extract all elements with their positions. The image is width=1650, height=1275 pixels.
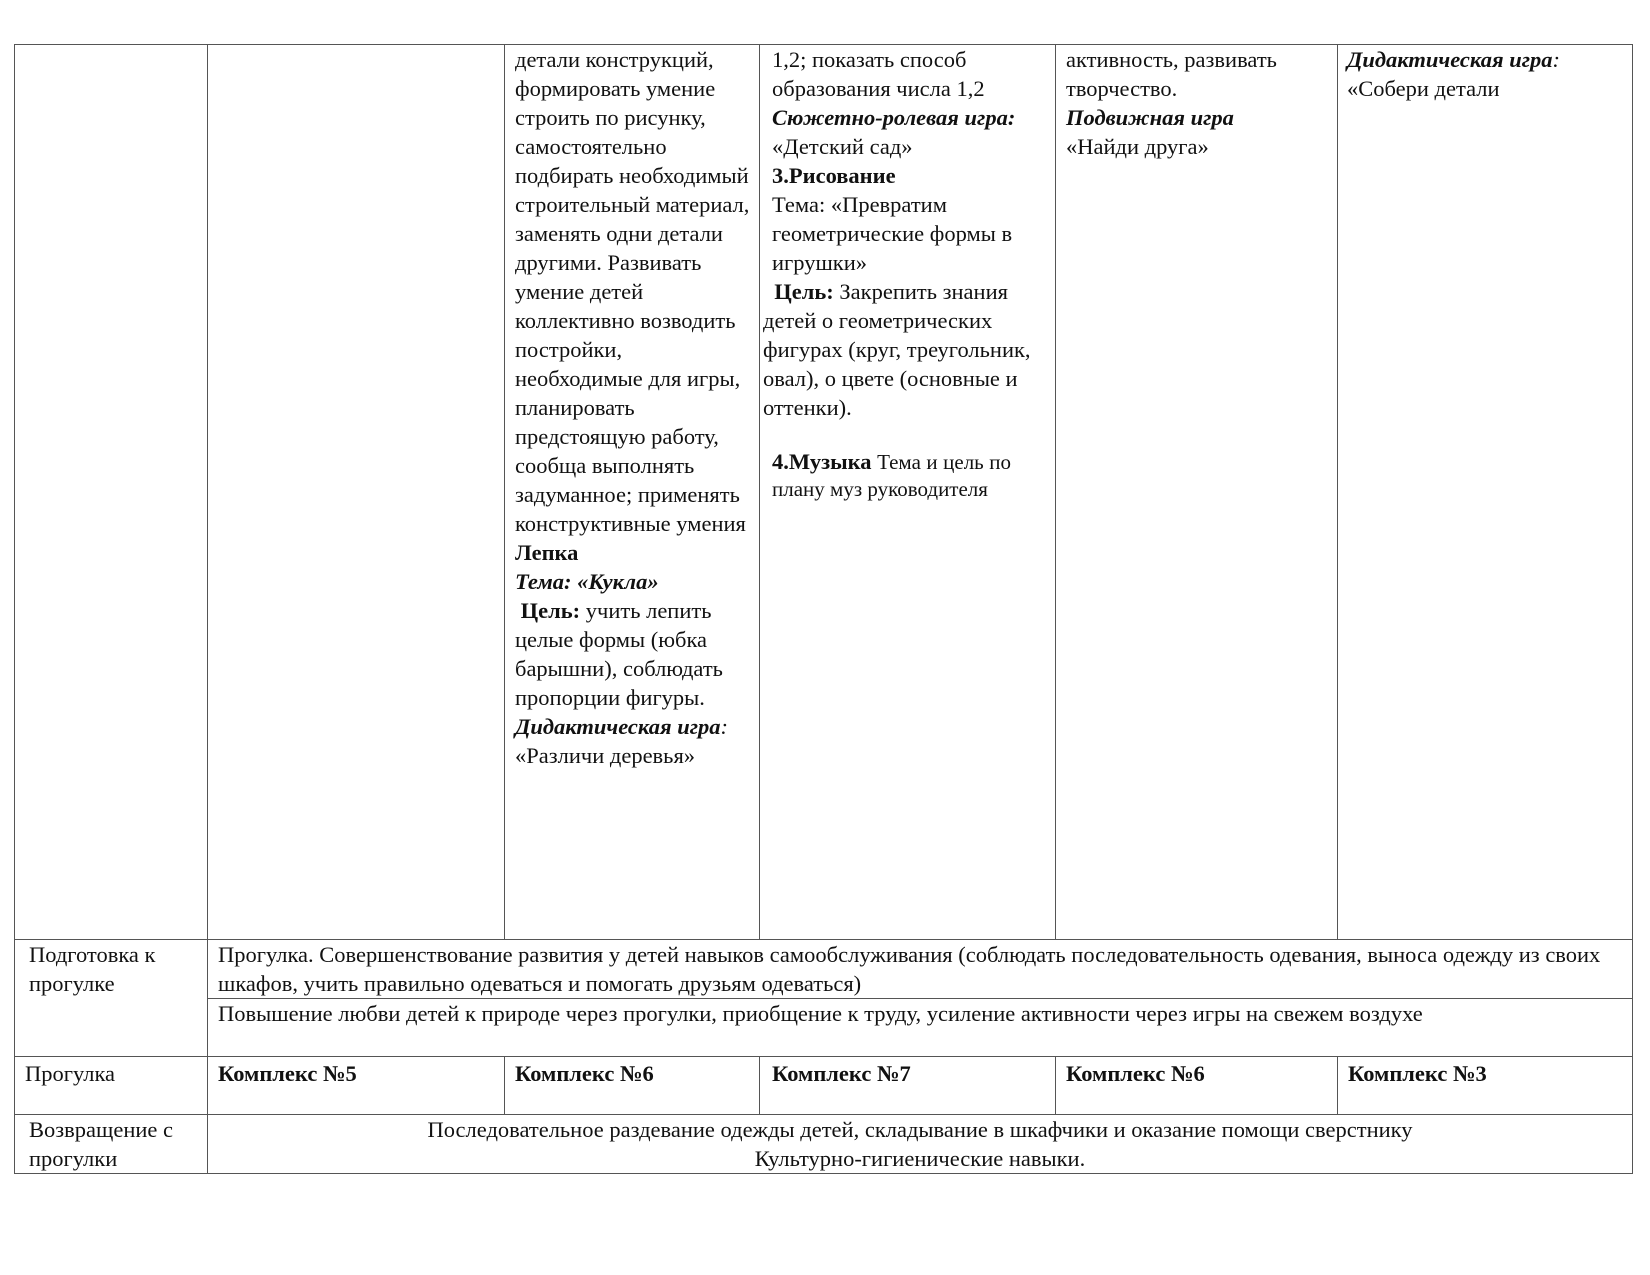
didactic-cell (1338, 45, 1633, 940)
role-game-text: «Детский сад» (772, 134, 913, 159)
math-text: 1,2; показать способ образования числа 1,2 (772, 47, 985, 101)
empty-cell (208, 45, 505, 940)
music-heading: 4.Музыка (772, 449, 872, 474)
didactic-game-text-2: «Собери детали (1347, 76, 1500, 101)
row-label-cell-empty (15, 45, 208, 940)
complex-5: Комплекс №3 (1348, 1061, 1487, 1086)
complex-cell-1 (208, 1057, 505, 1115)
didactic-game-label-2: Дидактическая игра (1347, 47, 1553, 72)
drawing-goal-text: Закрепить знания детей о геометрических фигурах (круг, треугольник, овал), о цвете (основные и оттенки). (763, 279, 1031, 420)
math-drawing-cell (760, 45, 1056, 940)
didactic-game-label: Дидактическая игра (515, 714, 721, 739)
prep-label-cell (15, 940, 208, 1057)
prep-row-2 (15, 999, 1633, 1057)
complex-cell-5 (1338, 1057, 1633, 1115)
walk-row (15, 1057, 1633, 1115)
schedule-table (14, 44, 1633, 1174)
return-text-2: Культурно-гигиенические навыки. (754, 1146, 1086, 1171)
construction-cell (505, 45, 760, 940)
lepka-goal-text: учить лепить целые формы (юбка барышни), соблюдать пропорции фигуры. (515, 598, 723, 710)
activity-text: активность, развивать творчество. (1066, 47, 1277, 101)
role-game-label: Сюжетно-ролевая игра: (772, 105, 1016, 130)
prep-text-cell-1 (208, 940, 1633, 999)
return-label: Возвращение с прогулки (29, 1117, 173, 1171)
return-text-1: Последовательное раздевание одежды детей, складывание в шкафчики и оказание помощи сверстнику (427, 1117, 1413, 1142)
lepka-goal-label: Цель: (520, 598, 581, 623)
lepka-heading: Лепка (515, 540, 579, 565)
drawing-topic: Тема: «Превратим геометрические формы в игрушки» (772, 192, 1013, 275)
return-text-cell (208, 1115, 1633, 1174)
prep-label: Подготовка к прогулке (29, 942, 156, 996)
walk-label: Прогулка (25, 1061, 116, 1086)
walk-label-cell (15, 1057, 208, 1115)
music-text: Тема и цель по плану муз руководителя (772, 450, 1011, 501)
complex-4: Комплекс №6 (1066, 1061, 1205, 1086)
complex-1: Комплекс №5 (218, 1061, 357, 1086)
didactic-game-text: «Различи деревья» (515, 743, 696, 768)
return-row (15, 1115, 1633, 1174)
didactic-game-colon: : (720, 714, 729, 739)
drawing-heading: 3.Рисование (772, 163, 896, 188)
lepka-topic: Тема: «Кукла» (515, 569, 659, 594)
prep-text-1: Прогулка. Совершенствование развития у детей навыков самообслуживания (соблюдать последовательность одевания, выноса одежду из своих шкафов, учить правильно одеваться и помогать друзьям одеваться) (218, 942, 1601, 996)
activity-cell (1056, 45, 1338, 940)
complex-cell-4 (1056, 1057, 1338, 1115)
prep-text-cell-2 (208, 999, 1633, 1057)
activities-row (15, 45, 1633, 940)
prep-row-1 (15, 940, 1633, 999)
mobile-game-text: «Найди друга» (1066, 134, 1209, 159)
prep-text-2: Повышение любви детей к природе через прогулки, приобщение к труду, усиление активности через игры на свежем воздухе (218, 1001, 1423, 1026)
complex-cell-3 (760, 1057, 1056, 1115)
return-label-cell (15, 1115, 208, 1174)
mobile-game-label: Подвижная игра (1066, 105, 1234, 130)
complex-3: Комплекс №7 (772, 1061, 911, 1086)
didactic-game-colon-2: : (1552, 47, 1561, 72)
complex-cell-2 (505, 1057, 760, 1115)
drawing-goal-label: Цель: (774, 279, 834, 304)
construction-text: детали конструкций, формировать умение строить по рисунку, самостоятельно подбирать необходимый строительный материал, заменять одни детали другими. Развивать умение детей коллективно возводить постройки, необходимые для игры, планировать предстоящую работу, сообща выполнять задуманное; применять конструктивные умения (515, 47, 750, 536)
complex-2: Комплекс №6 (515, 1061, 654, 1086)
